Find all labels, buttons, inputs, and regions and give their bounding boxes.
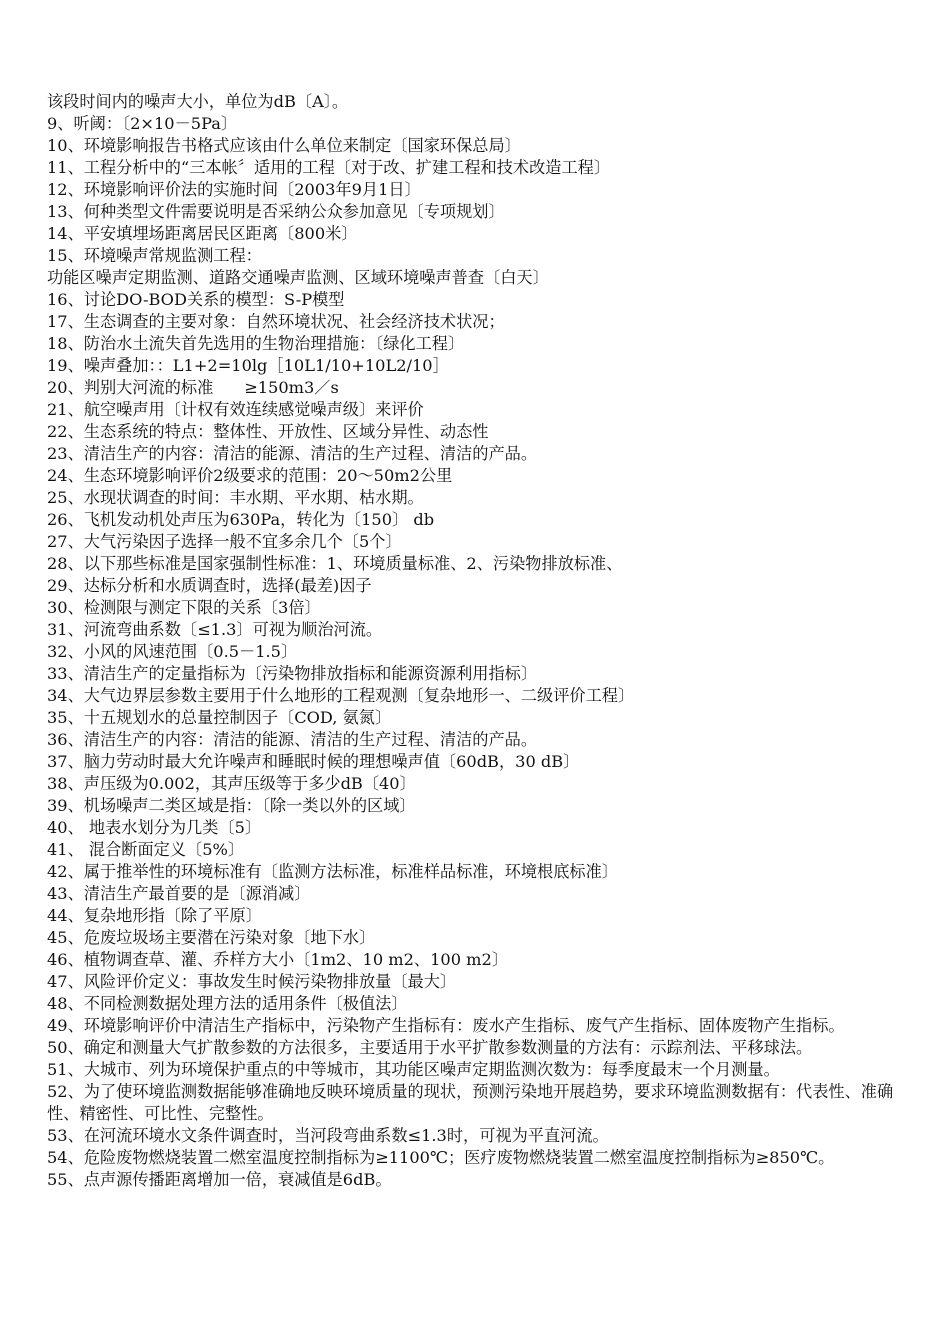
text-line: 47、风险评价定义：事故发生时候污染物排放量〔最大〕: [47, 972, 457, 991]
text-line: 9、听阈：〔2×10－5Pa〕: [47, 114, 238, 133]
text-line: 19、噪声叠加：：L1+2=10lg［10L1/10+10L2/10］: [47, 356, 449, 375]
text-line: 54、危险废物燃烧装置二燃室温度控制指标为≥1100℃；医疗废物燃烧装置二燃室温度控制指标为≥850℃。: [47, 1148, 835, 1167]
text-line: 20、判别大河流的标准 ≥150m3／s: [47, 378, 339, 397]
text-line: 55、点声源传播距离增加一倍，衰减值是6dB。: [47, 1170, 392, 1189]
text-line: 53、在河流环境水文条件调查时，当河段弯曲系数≤1.3时，可视为平直河流。: [47, 1126, 609, 1145]
text-line: 该段时间内的噪声大小，单位为dB〔A〕。: [47, 92, 349, 111]
text-line: 51、大城市、列为环境保护重点的中等城市，其功能区噪声定期监测次数为：每季度最末一个月测量。: [47, 1060, 780, 1079]
text-line: 21、航空噪声用〔计权有效连续感觉噪声级〕来评价: [47, 400, 424, 419]
text-line: 12、环境影响评价法的实施时间〔2003年9月1日〕: [47, 180, 421, 199]
text-line: 功能区噪声定期监测、道路交通噪声监测、区域环境噪声普查〔白天〕: [47, 268, 549, 287]
text-line: 31、河流弯曲系数〔≤1.3〕可视为顺治河流。: [47, 620, 383, 639]
text-line: 49、环境影响评价中清洁生产指标中，污染物产生指标有：废水产生指标、废气产生指标、固体废物产生指标。: [47, 1016, 845, 1035]
text-line: 15、环境噪声常规监测工程：: [47, 246, 262, 265]
text-line: 30、检测限与测定下限的关系〔3倍〕: [47, 598, 321, 617]
text-line: 33、清洁生产的定量指标为〔污染物排放指标和能源资源利用指标〕: [47, 664, 538, 683]
text-line: 52、为了使环境监测数据能够准确地反映环境质量的现状，预测污染地开展趋势，要求环境监测数据有：代表性、准确性、精密性、可比性、完整性。: [47, 1082, 894, 1123]
text-line: 23、清洁生产的内容：清洁的能源、清洁的生产过程、清洁的产品。: [47, 444, 538, 463]
text-line: 22、生态系统的特点：整体性、开放性、区域分异性、动态性: [47, 422, 489, 441]
text-line: 16、讨论DO-BOD关系的模型：S-P模型: [47, 290, 345, 309]
text-line: 44、复杂地形指〔除了平原〕: [47, 906, 262, 925]
text-line: 35、十五规划水的总量控制因子〔COD, 氨氮〕: [47, 708, 392, 727]
document-page: [47, 91, 909, 1191]
text-line: 17、生态调查的主要对象：自然环境状况、社会经济技术状况；: [47, 312, 505, 331]
text-line: 42、属于推举性的环境标准有〔监测方法标准，标准样品标准，环境根底标准〕: [47, 862, 618, 881]
text-line: 46、植物调查草、灌、乔样方大小〔1m2、10 m2、100 m2〕: [47, 950, 509, 969]
text-line: 11、工程分析中的“三本帐〞适用的工程〔对于改、扩建工程和技术改造工程〕: [47, 158, 611, 177]
text-line: 50、确定和测量大气扩散参数的方法很多，主要适用于水平扩散参数测量的方法有：示踪剂法、平移球法。: [47, 1038, 813, 1057]
text-line: 13、何种类型文件需要说明是否采纳公众参加意见〔专项规划〕: [47, 202, 505, 221]
text-line: 43、清洁生产最首要的是〔源消减〕: [47, 884, 311, 903]
text-line: 48、不同检测数据处理方法的适用条件〔极值法〕: [47, 994, 408, 1013]
text-line: 36、清洁生产的内容：清洁的能源、清洁的生产过程、清洁的产品。: [47, 730, 538, 749]
text-line: 26、飞机发动机处声压为630Pa，转化为〔150〕 db: [47, 510, 435, 529]
text-line: 28、以下那些标准是国家强制性标准：1、环境质量标准、2、污染物排放标准、: [47, 554, 623, 573]
text-line: 39、机场噪声二类区域是指：〔除一类以外的区域〕: [47, 796, 416, 815]
text-line: 25、水现状调查的时间：丰水期、平水期、枯水期。: [47, 488, 424, 507]
text-line: 14、平安填埋场距离居民区距离〔800米〕: [47, 224, 358, 243]
text-line: 40、 地表水划分为几类〔5〕: [47, 818, 262, 837]
text-line: 37、脑力劳动时最大允许噪声和睡眠时候的理想噪声值〔60dB，30 dB〕: [47, 752, 580, 771]
text-line: 38、声压级为0.002，其声压级等于多少dB〔40〕: [47, 774, 416, 793]
text-line: 10、环境影响报告书格式应该由什么单位来制定〔国家环保总局〕: [47, 136, 521, 155]
text-line: 34、大气边界层参数主要用于什么地形的工程观测〔复杂地形一、二级评价工程〕: [47, 686, 635, 705]
text-line: 41、 混合断面定义〔5%〕: [47, 840, 245, 859]
text-line: 27、大气污染因子选择一般不宜多余几个〔5个〕: [47, 532, 402, 551]
text-line: 18、防治水土流失首先选用的生物治理措施：〔绿化工程〕: [47, 334, 465, 353]
text-line: 24、生态环境影响评价2级要求的范围：20～50m2公里: [47, 466, 453, 485]
text-line: 45、危废垃圾场主要潜在污染对象〔地下水〕: [47, 928, 376, 947]
text-line: 29、达标分析和水质调查时，选择(最差)因子: [47, 576, 372, 595]
text-line: 32、小风的风速范围〔0.5－1.5〕: [47, 642, 298, 661]
